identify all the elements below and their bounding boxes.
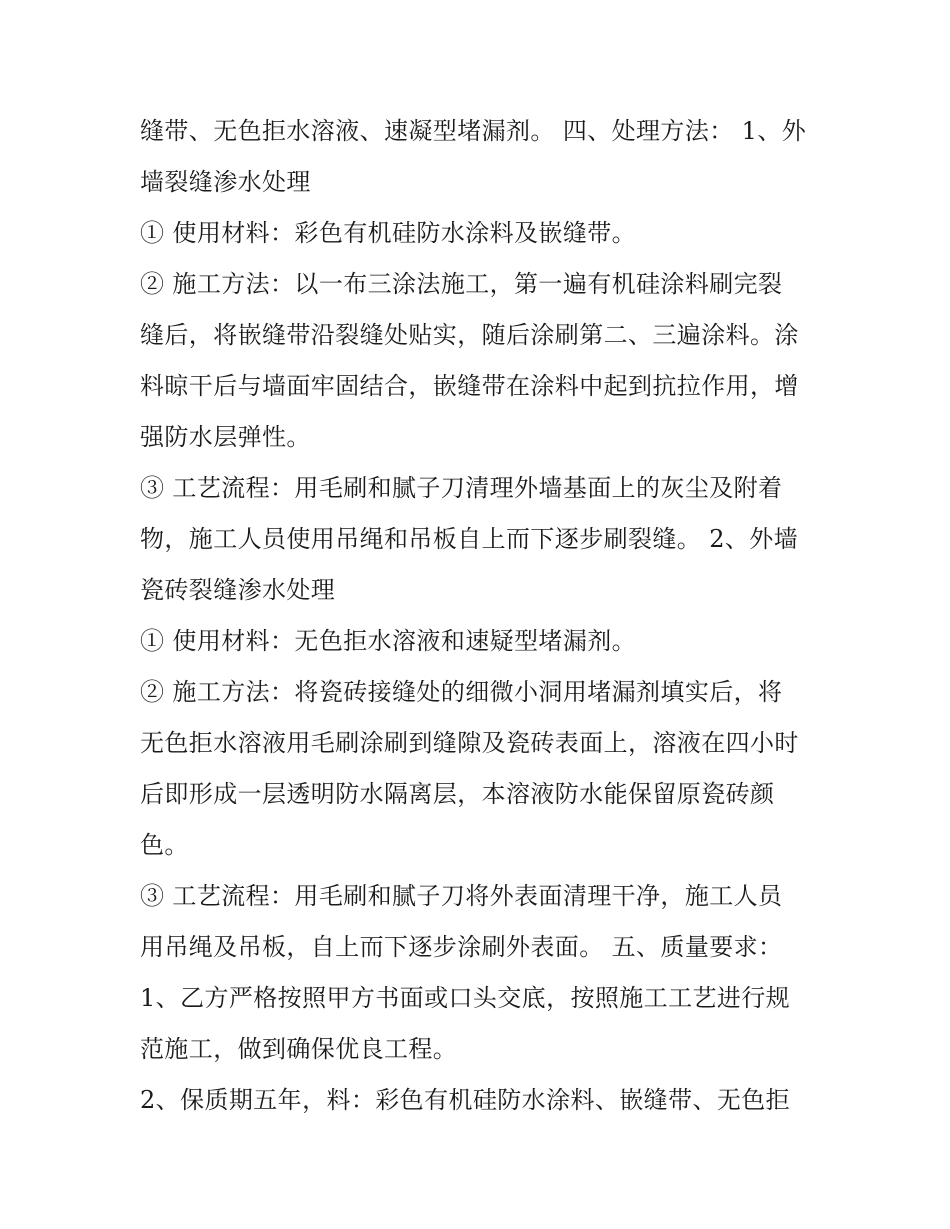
text-line: 墙裂缝渗水处理 (140, 168, 311, 196)
text-line: ② 施工方法：将瓷砖接缝处的细微小洞用堵漏剂填实后，将 (140, 678, 783, 706)
text-line: 2、保质期五年，料：彩色有机硅防水涂料、嵌缝带、无色拒 (140, 1086, 791, 1114)
document-body (140, 106, 820, 1126)
text-line: 强防水层弹性。 (140, 423, 311, 451)
text-line: ② 施工方法：以一布三涂法施工，第一遍有机硅涂料刷完裂 (140, 270, 783, 298)
text-line: 缝后，将嵌缝带沿裂缝处贴实，随后涂刷第二、三遍涂料。涂 (140, 321, 799, 349)
text-line: 后即形成一层透明防水隔离层，本溶液防水能保留原瓷砖颜 (140, 780, 775, 808)
text-line: ③ 工艺流程：用毛刷和腻子刀清理外墙基面上的灰尘及附着 (140, 474, 783, 502)
text-line: 缝带、无色拒水溶液、速凝型堵漏剂。 四、处理方法： 1、外 (140, 117, 807, 145)
text-line: 1、乙方严格按照甲方书面或口头交底，按照施工工艺进行规 (140, 984, 791, 1012)
text-line: 用吊绳及吊板，自上而下逐步涂刷外表面。 五、质量要求： (140, 933, 783, 961)
text-line: ① 使用材料：无色拒水溶液和速疑型堵漏剂。 (140, 627, 637, 655)
text-line: 范施工，做到确保优良工程。 (140, 1035, 458, 1063)
text-line: 无色拒水溶液用毛刷涂刷到缝隙及瓷砖表面上，溶液在四小时 (140, 729, 799, 757)
text-line: 料晾干后与墙面牢固结合，嵌缝带在涂料中起到抗拉作用，增 (140, 372, 799, 400)
text-line: ① 使用材料：彩色有机硅防水涂料及嵌缝带。 (140, 219, 637, 247)
text-line: 色。 (140, 831, 189, 859)
text-line: ③ 工艺流程：用毛刷和腻子刀将外表面清理干净，施工人员 (140, 882, 783, 910)
text-line: 瓷砖裂缝渗水处理 (140, 576, 336, 604)
text-line: 物，施工人员使用吊绳和吊板自上而下逐步刷裂缝。 2、外墙 (140, 525, 799, 553)
